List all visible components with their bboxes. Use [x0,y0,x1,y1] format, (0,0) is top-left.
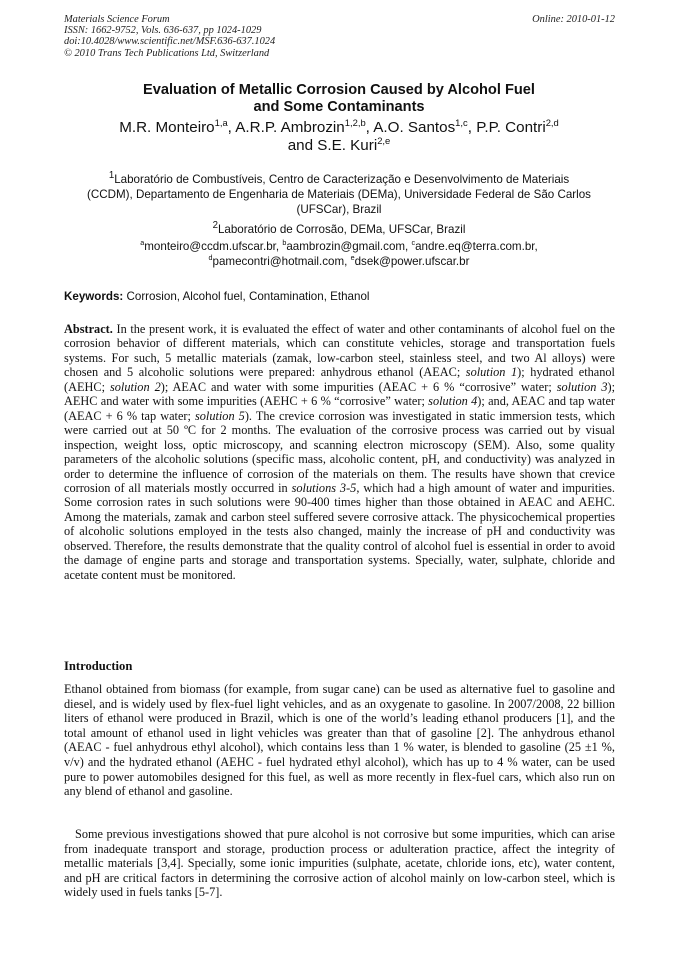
author-affil-sup: 2,e [377,134,391,146]
online-date: Online: 2010-01-12 [532,14,615,25]
paper-title [64,82,614,116]
affiliation-1 [60,168,618,217]
author-name: A.O. Santos [373,119,456,136]
author-name: and S.E. Kuri [287,137,378,154]
author-name: M.R. Monteiro [119,119,215,136]
email-sup: a [140,238,145,248]
author-separator: , [365,119,374,136]
abstract-italic-term: solution 2 [109,379,161,394]
abstract [64,322,615,582]
author-affil-sup: 2,d [545,116,559,128]
affiliation-1-line-1 [60,168,618,187]
title-line-1: Evaluation of Metallic Corrosion Caused by Alcohol Fuel [143,82,535,98]
abstract-text: , which had a high amount of water and impurities. Some corrosion rates in such solutions were 90-400 times higher than those obtained in AEAC and AEHC. Among the materials, zamak and carbon steel suffered severe corrosive attack. The physicochemical properties of alcoholic solutions employed in the tests also changed, mainly the increase of pH and conductivity was observed. Therefore, the results demonstrate that the quality control of alcohol fuel is essential in order to avoid the damage of engine parts and storage and transportation systems. Specially, water, sulphate, chloride and acetate content must be monitored. [64,480,615,582]
email-sup: d [208,253,213,263]
affiliation-text: Laboratório de Combustíveis, Centro de Caracterização e Desenvolvimento de Materiais [114,172,570,186]
emails-line-2 [60,254,618,269]
section-heading-introduction: Introduction [64,659,133,673]
journal-name: Materials Science Forum [64,14,170,25]
affiliation-sup: 1 [108,170,115,181]
abstract-italic-term: solution 5 [194,408,245,423]
abstract-body [64,322,615,582]
abstract-text: ); hydrated ethanol (AEHC; [64,365,615,394]
affiliation-1-line-3: (UFSCar), Brazil [296,202,382,216]
email-sup: e [350,253,355,263]
author-emails [60,239,618,269]
affiliation-2 [60,218,618,237]
issn-line: ISSN: 1662-9752, Vols. 636-637, pp 1024-1029 [64,25,262,37]
email-link[interactable]: monteiro@ccdm.ufscar.br, [144,240,283,253]
affiliation-1-line-2: (CCDM), Departamento de Engenharia de Materiais (DEMa), Universidade Federal de São Carlos [87,187,591,201]
affiliation-sup: 2 [212,220,218,231]
abstract-italic-term: solution 3 [556,379,608,394]
abstract-italic-term: solutions 3-5 [291,480,357,495]
abstract-italic-term: solution 1 [465,365,518,380]
affiliation-text: Laboratório de Corrosão, DEMa, UFSCar, Brazil [217,222,466,236]
author-affil-sup: 1,2,b [344,116,366,128]
authors-line-2 [64,134,614,155]
copyright-line: © 2010 Trans Tech Publications Ltd, Switzerland [64,47,270,59]
abstract-text: In the present work, it is evaluated the effect of water and other contaminants of alcohol fuel on the corrosion behavior of different materials, which can constitute vehicles, storage and transportation fuels systems. For such, 5 metallic materials (zamak, low-carbon steel, stainless steel, and two Al alloys) were chosen and 5 alcoholic solutions were prepared: anhydrous ethanol (AEAC; [64,322,615,380]
introduction-paragraph-2: Some previous investigations showed that pure alcohol is not corrosive but some impurities, which can arise from inadequate transport and storage, production process or adulteration practice, affect the integrity of metallic materials [3,4]. Specially, some ionic impurities (sulphate, acetate, chloride ions, etc), water content, and pH are critical factors in determining the corrosive action of alcohol mainly on low-carbon steel, which is widely used in fuels tanks [5-7]. [64,827,615,900]
abstract-text: ); and, AEAC and tap water (AEAC + 6 % tap water; [64,394,616,423]
author-separator: , [467,119,477,136]
introduction-paragraph-1: Ethanol obtained from biomass (for example, from sugar cane) can be used as alternative fuel to gasoline and diesel, and is widely used by flex-fuel light vehicles, and as an oxygenate to gasoline. In 2007/2008, 22 billion liters of ethanol were produced in Brazil, which is one of the world’s leading ethanol producers [1], and the total amount of ethanol used in light vehicles was greater than that of gasoline [2]. The anhydrous ethanol (AEAC - fuel anhydrous ethyl alcohol), which contains less than 1 % water, is blended to gasoline (25 ±1 %, v/v) and the hydrated ethanol (AEHC - fuel hydrated ethyl alcohol), which has up to 4 % water, can be used pure to power automobiles designed for this fuel, as well as more recently in flex-fuel cars, which also run on any blend of ethanol and gasoline. [64,682,615,799]
keywords-label: Keywords: [64,290,124,303]
email-link[interactable]: aambrozin@gmail.com, [286,240,412,253]
keywords-value: Corrosion, Alcohol fuel, Contamination, Ethanol [123,290,370,303]
author-name: P.P. Contri [476,119,546,136]
email-link[interactable]: pamecontri@hotmail.com, [212,255,351,268]
authors-line-1 [64,116,614,137]
keywords [64,289,614,304]
title-line-2: and Some Contaminants [253,99,425,115]
author-separator: , [227,119,236,136]
author-list [64,116,614,155]
author-affil-sup: 1,a [214,116,228,128]
abstract-text: ); AEAC and water with some impurities (AEAC + 6 % “corrosive” water; [160,379,557,394]
abstract-text: ); AEHC and water with some impurities (AEHC + 6 % “corrosive” water; [64,379,616,409]
author-affil-sup: 1,c [455,116,468,128]
doi-line: doi:10.4028/www.scientific.net/MSF.636-637.1024 [64,36,276,48]
email-sup: b [282,238,287,248]
publication-header [64,14,275,59]
abstract-italic-term: solution 4 [428,394,478,409]
author-name: A.R.P. Ambrozin [235,119,345,136]
email-link[interactable]: dsek@power.ufscar.br [354,255,470,268]
abstract-label: Abstract. [64,322,113,336]
abstract-text: ). The crevice corrosion was investigated in static immersion tests, which were carried out at 50 ºC for 2 months. The evaluation of the corrosive process was carried out by visual inspection, weight loss, optic microscopy, and scanning electron microscopy (SEM). Also, some quality parameters of the alcoholic solutions (specific mass, alcoholic content, pH, and conductivity) was analyzed in order to determine the influence of corrosion of the materials on them. The results have shown that crevice corrosion of all materials mostly occurred in [64,408,615,495]
email-link[interactable]: andre.eq@terra.com.br, [415,240,538,253]
email-sup: c [411,238,416,248]
emails-line-1 [60,239,618,254]
